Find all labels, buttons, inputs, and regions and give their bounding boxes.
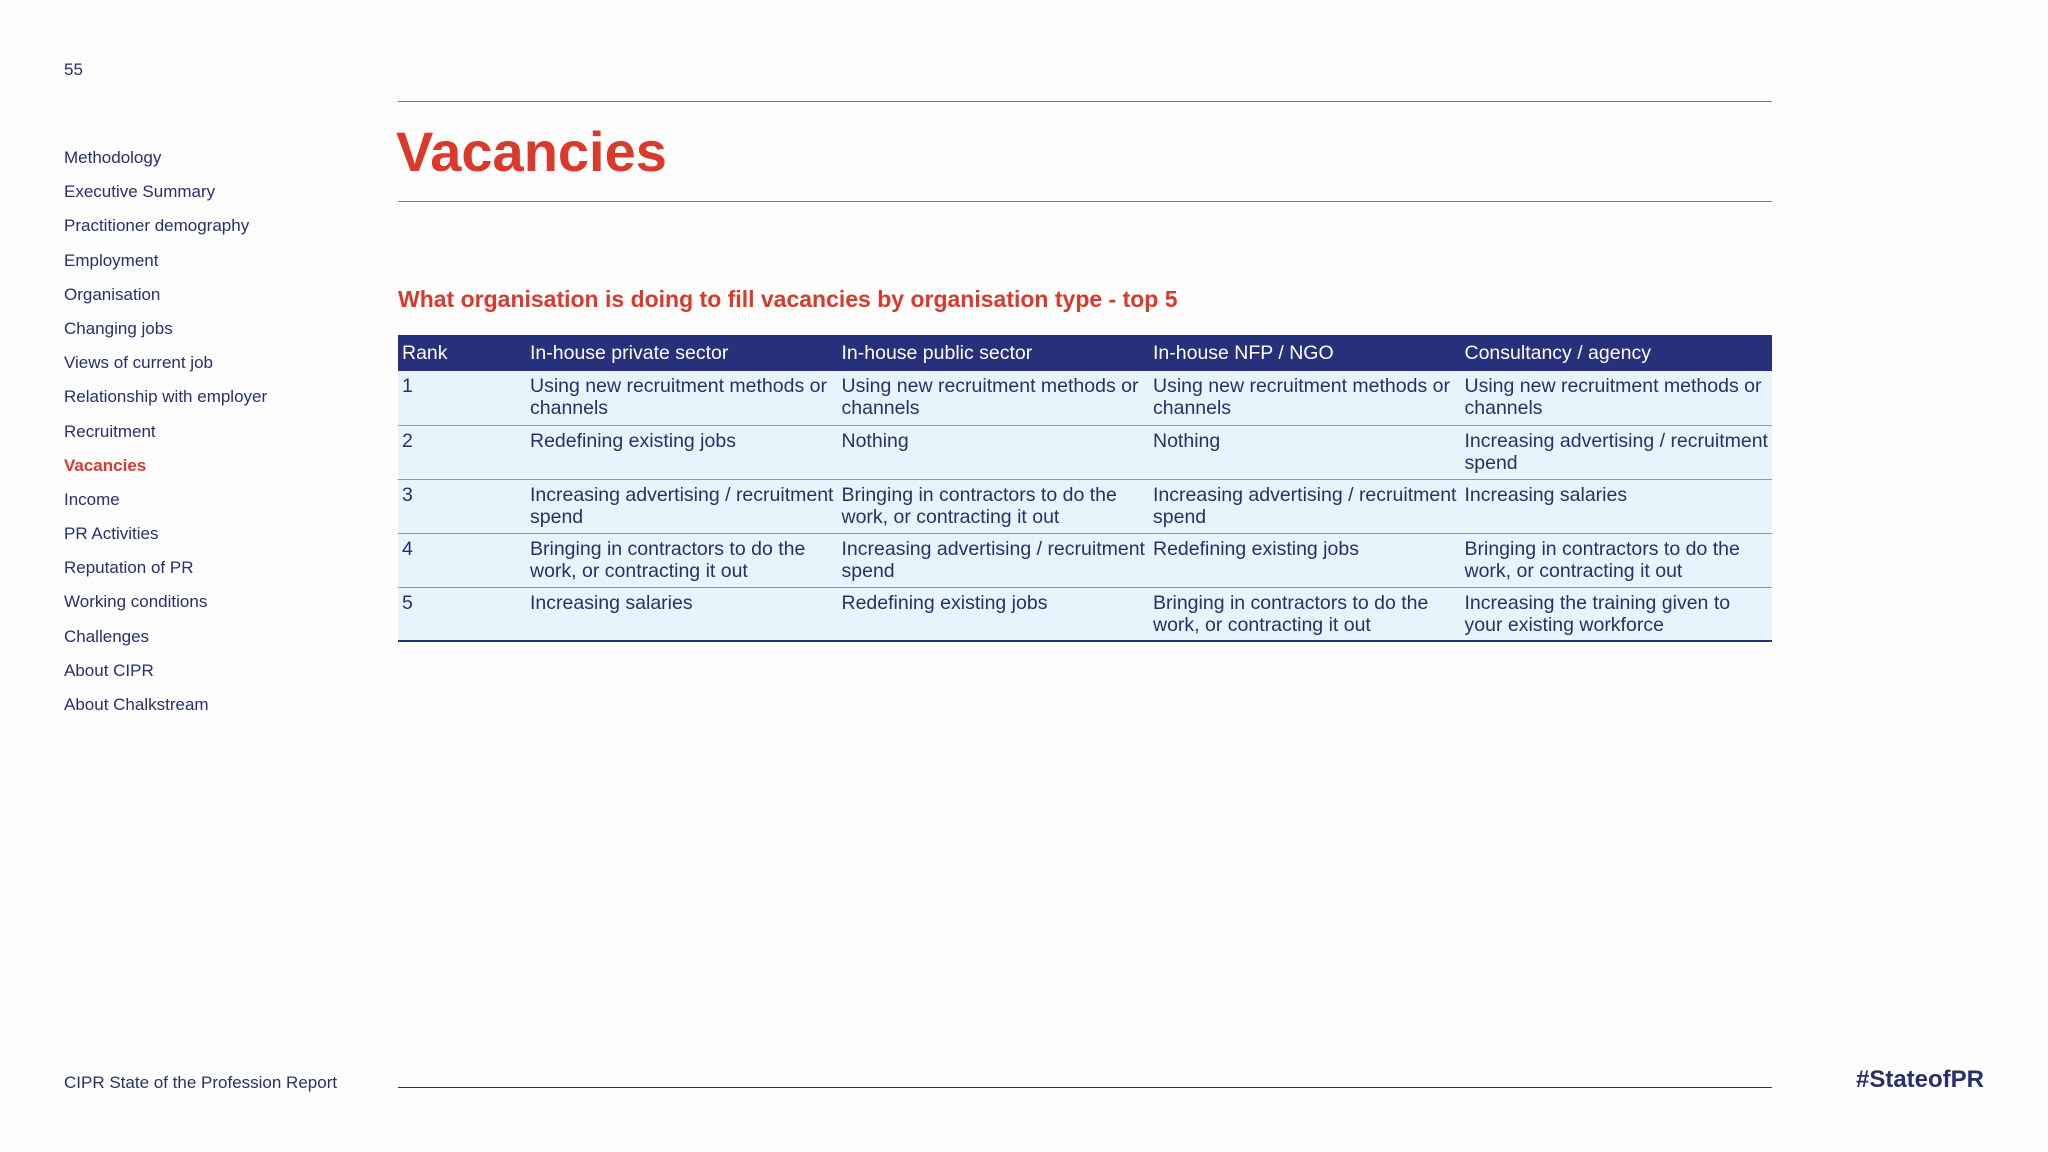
- sidebar-item-changing-jobs[interactable]: Changing jobs: [64, 318, 173, 338]
- table-cell: Bringing in contractors to do the work, or contracting it out: [838, 479, 1150, 533]
- rank-cell: 3: [398, 479, 526, 533]
- sidebar-item-about-chalkstream[interactable]: About Chalkstream: [64, 695, 209, 714]
- vacancies-table: [398, 335, 1772, 642]
- sidebar-item-pr-activities[interactable]: PR Activities: [64, 524, 159, 544]
- sidebar-item-executive-summary[interactable]: Executive Summary: [64, 182, 216, 202]
- table-cell: Nothing: [838, 425, 1150, 479]
- header-in-house-nfp-ngo: In-house NFP / NGO: [1149, 335, 1461, 371]
- sidebar-item-relationship-with-employer[interactable]: Relationship with employer: [64, 387, 268, 407]
- table-cell: Increasing advertising / recruitment spend: [1149, 479, 1461, 533]
- table-row: [398, 479, 1772, 533]
- table-cell: Bringing in contractors to do the work, or contracting it out: [1149, 587, 1461, 641]
- page-number: 55: [64, 60, 83, 79]
- rank-cell: 4: [398, 533, 526, 587]
- footer-divider: [398, 1087, 1772, 1088]
- table-cell: Redefining existing jobs: [1149, 533, 1461, 587]
- sidebar-item-organisation[interactable]: Organisation: [64, 284, 161, 304]
- rank-cell: 2: [398, 425, 526, 479]
- table-cell: Using new recruitment methods or channels: [838, 371, 1150, 425]
- footer-hashtag: #StateofPR: [1855, 1066, 1984, 1093]
- header-in-house-public-sector: In-house public sector: [838, 335, 1150, 371]
- table-cell: Increasing advertising / recruitment spend: [1461, 425, 1773, 479]
- table-row: [398, 425, 1772, 479]
- sidebar-nav: [64, 146, 364, 727]
- table-header-row: [398, 335, 1772, 371]
- sidebar-item-about-cipr[interactable]: About CIPR: [64, 660, 154, 680]
- header-in-house-private-sector: In-house private sector: [526, 335, 838, 371]
- sidebar-item-income[interactable]: Income: [64, 489, 120, 509]
- table-cell: Bringing in contractors to do the work, or contracting it out: [526, 533, 838, 587]
- table-row: [398, 533, 1772, 587]
- page-title: Vacancies: [396, 120, 667, 183]
- table-cell: Redefining existing jobs: [838, 587, 1150, 641]
- sidebar-item-practitioner-demography[interactable]: Practitioner demography: [64, 216, 250, 236]
- table-cell: Increasing advertising / recruitment spend: [838, 533, 1150, 587]
- table-heading: What organisation is doing to fill vacancies by organisation type - top 5: [398, 286, 1178, 312]
- title-bottom-divider: [398, 201, 1772, 202]
- table-cell: Increasing the training given to your existing workforce: [1461, 587, 1773, 641]
- table-cell: Nothing: [1149, 425, 1461, 479]
- table-cell: Using new recruitment methods or channels: [1461, 371, 1773, 425]
- rank-cell: 1: [398, 371, 526, 425]
- sidebar-item-working-conditions[interactable]: Working conditions: [64, 592, 208, 612]
- sidebar-item-employment[interactable]: Employment: [64, 250, 159, 270]
- table-cell: Increasing salaries: [526, 587, 838, 641]
- header-rank: Rank: [398, 335, 526, 371]
- table-cell: Bringing in contractors to do the work, or contracting it out: [1461, 533, 1773, 587]
- table-cell: Increasing advertising / recruitment spend: [526, 479, 838, 533]
- sidebar-item-methodology[interactable]: Methodology: [64, 148, 162, 167]
- rank-cell: 5: [398, 587, 526, 641]
- table-cell: Using new recruitment methods or channels: [526, 371, 838, 425]
- sidebar-item-challenges[interactable]: Challenges: [64, 626, 150, 646]
- title-top-divider: [398, 101, 1772, 102]
- table-row: [398, 371, 1772, 425]
- header-consultancy-agency: Consultancy / agency: [1461, 335, 1773, 371]
- table-cell: Increasing salaries: [1461, 479, 1773, 533]
- table-row: [398, 587, 1772, 641]
- footer-report-title: CIPR State of the Profession Report: [64, 1073, 338, 1092]
- sidebar-item-vacancies[interactable]: Vacancies: [64, 455, 147, 475]
- table-cell: Redefining existing jobs: [526, 425, 838, 479]
- sidebar-item-reputation-of-pr[interactable]: Reputation of PR: [64, 558, 194, 578]
- sidebar-item-recruitment[interactable]: Recruitment: [64, 421, 156, 441]
- table-cell: Using new recruitment methods or channels: [1149, 371, 1461, 425]
- sidebar-item-views-of-current-job[interactable]: Views of current job: [64, 353, 213, 373]
